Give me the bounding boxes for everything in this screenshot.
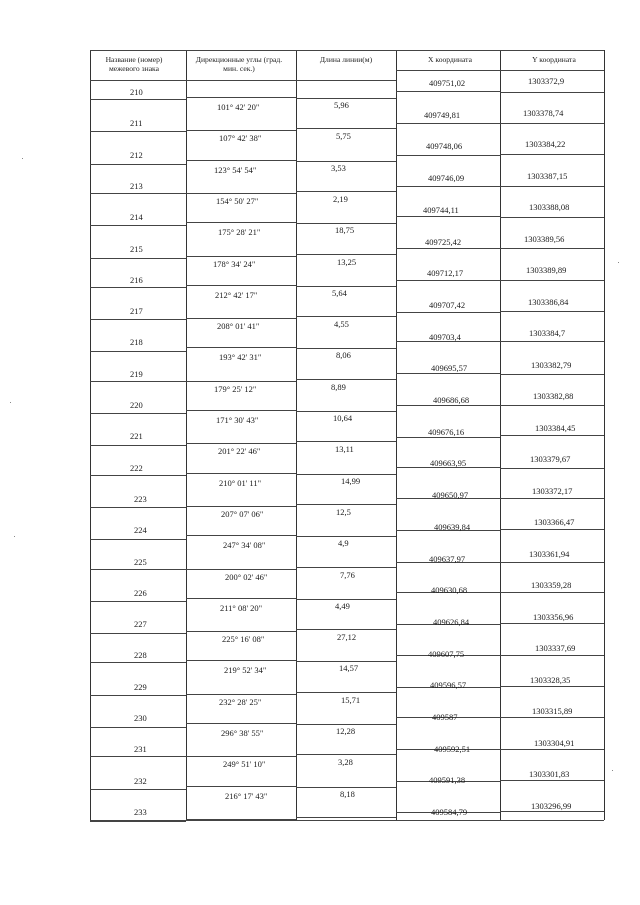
point-name: 225 — [134, 556, 147, 567]
segment-length: 8,89 — [331, 381, 346, 392]
point-name: 213 — [130, 180, 143, 191]
point-y-coordinate: 1303382,79 — [531, 359, 572, 370]
segment-length: 18,75 — [335, 225, 355, 236]
point-x-coordinate: 409748,06 — [426, 141, 463, 152]
table-horizontal-rule — [90, 193, 186, 194]
point-y-coordinate: 1303384,7 — [529, 328, 566, 338]
segment-angle: 107° 42' 38" — [219, 133, 262, 144]
table-horizontal-rule — [296, 474, 396, 475]
point-name: 231 — [134, 744, 147, 755]
table-horizontal-rule — [296, 692, 396, 693]
table-vertical-rule — [604, 50, 605, 820]
segment-angle: 179° 25' 12" — [214, 383, 257, 394]
segment-angle: 249° 51' 10" — [223, 759, 266, 770]
segment-length: 4,9 — [338, 538, 349, 549]
table-horizontal-rule — [186, 506, 296, 507]
table-horizontal-rule — [296, 411, 396, 412]
point-y-coordinate: 1303389,89 — [526, 265, 567, 275]
table-vertical-rule — [186, 50, 187, 820]
table-horizontal-rule — [186, 723, 296, 724]
segment-angle: 211° 08' 20" — [220, 602, 263, 613]
segment-angle: 219° 52' 34" — [224, 665, 267, 676]
point-name: 230 — [134, 713, 147, 723]
point-x-coordinate: 409584,79 — [431, 807, 468, 818]
table-vertical-rule — [296, 50, 297, 820]
table-horizontal-rule — [296, 161, 396, 162]
segment-length: 12,28 — [336, 726, 356, 736]
table-horizontal-rule — [186, 130, 296, 131]
segment-angle: 193° 42' 31" — [219, 352, 262, 363]
table-horizontal-rule — [296, 191, 396, 192]
segment-length: 15,71 — [341, 694, 361, 705]
table-horizontal-rule — [500, 623, 604, 624]
point-name: 223 — [134, 493, 147, 504]
table-horizontal-rule — [396, 373, 500, 374]
point-name: 214 — [130, 212, 143, 223]
table-horizontal-rule — [296, 567, 396, 568]
table-horizontal-rule — [90, 351, 186, 352]
point-y-coordinate: 1303386,84 — [528, 296, 569, 307]
point-y-coordinate: 1303382,88 — [533, 391, 574, 401]
table-horizontal-rule — [396, 70, 604, 71]
table-horizontal-rule — [500, 655, 604, 656]
table-horizontal-rule — [296, 254, 396, 255]
segment-angle: 200° 02' 46" — [225, 571, 268, 582]
scan-speck — [22, 158, 23, 159]
segment-length: 3,28 — [338, 757, 353, 768]
table-horizontal-rule — [500, 123, 604, 124]
table-horizontal-rule — [500, 341, 604, 342]
point-y-coordinate: 1303378,74 — [523, 107, 564, 118]
segment-angle: 201° 22' 46" — [218, 446, 261, 457]
table-horizontal-rule — [500, 717, 604, 718]
point-x-coordinate: 409712,17 — [427, 268, 464, 279]
table-horizontal-rule — [396, 248, 500, 249]
table-horizontal-rule — [186, 443, 296, 444]
segment-length: 27,12 — [337, 632, 357, 643]
segment-length: 2,19 — [333, 193, 348, 204]
table-horizontal-rule — [186, 786, 296, 787]
table-horizontal-rule — [90, 821, 186, 822]
point-x-coordinate: 409630,68 — [431, 585, 468, 596]
point-name: 224 — [134, 525, 147, 536]
table-horizontal-rule — [396, 186, 500, 187]
scan-speck — [14, 536, 15, 537]
point-x-coordinate: 409607,75 — [428, 648, 465, 659]
segment-angle: 123° 54' 54" — [214, 164, 257, 175]
table-horizontal-rule — [500, 686, 604, 687]
table-horizontal-rule — [500, 435, 604, 436]
point-y-coordinate: 1303387,15 — [527, 170, 568, 181]
table-horizontal-rule — [90, 80, 396, 81]
header-x: X координата — [428, 55, 472, 64]
point-name: 215 — [130, 243, 143, 254]
point-x-coordinate: 409749,81 — [424, 109, 461, 120]
point-x-coordinate: 409744,11 — [423, 204, 459, 215]
segment-length: 13,11 — [335, 444, 354, 455]
segment-angle: 207° 07' 06" — [221, 508, 264, 519]
table-horizontal-rule — [296, 817, 396, 818]
table-horizontal-rule — [186, 256, 296, 257]
table-horizontal-rule — [500, 592, 604, 593]
table-horizontal-rule — [90, 601, 186, 602]
point-y-coordinate: 1303304,91 — [534, 737, 575, 748]
segment-length: 4,49 — [335, 600, 350, 611]
point-name: 220 — [130, 400, 143, 410]
point-name: 217 — [130, 306, 143, 317]
table-horizontal-rule — [90, 50, 604, 51]
table-vertical-rule — [90, 50, 91, 820]
table-horizontal-rule — [186, 756, 296, 757]
segment-angle: 175° 28' 21" — [218, 227, 261, 238]
table-horizontal-rule — [90, 569, 186, 570]
table-horizontal-rule — [90, 164, 186, 165]
header-angle: Дирекционные углы (град. мин. сек.) — [195, 55, 283, 73]
point-y-coordinate: 1303388,08 — [529, 202, 570, 212]
point-name: 229 — [134, 681, 147, 692]
point-x-coordinate: 409592,51 — [434, 743, 471, 754]
table-horizontal-rule — [500, 562, 604, 563]
point-x-coordinate: 409695,57 — [431, 363, 468, 374]
segment-length: 4,55 — [334, 319, 349, 330]
point-y-coordinate: 1303379,67 — [530, 454, 571, 464]
segment-length: 14,99 — [341, 475, 361, 486]
table-horizontal-rule — [296, 661, 396, 662]
table-horizontal-rule — [90, 727, 186, 728]
segment-length: 7,76 — [340, 569, 355, 580]
point-y-coordinate: 1303366,47 — [534, 517, 575, 527]
table-horizontal-rule — [296, 441, 396, 442]
segment-angle: 212° 42' 17" — [215, 289, 258, 300]
table-horizontal-rule — [186, 694, 296, 695]
point-name: 210 — [130, 87, 143, 97]
table-horizontal-rule — [500, 498, 604, 499]
point-name: 216 — [130, 274, 143, 285]
header-name: Название (номер) межевого знака — [105, 55, 163, 73]
table-horizontal-rule — [396, 155, 500, 156]
point-name: 212 — [130, 149, 143, 160]
header-length: Длина линии(м) — [319, 55, 373, 64]
table-horizontal-rule — [90, 287, 186, 288]
table-horizontal-rule — [396, 405, 500, 406]
table-horizontal-rule — [296, 599, 396, 600]
table-horizontal-rule — [186, 410, 296, 411]
table-horizontal-rule — [90, 131, 186, 132]
table-horizontal-rule — [186, 285, 296, 286]
point-name: 233 — [134, 806, 147, 817]
point-y-coordinate: 1303356,96 — [533, 611, 574, 622]
table-horizontal-rule — [90, 319, 186, 320]
point-x-coordinate: 409639,84 — [434, 521, 471, 532]
table-horizontal-rule — [90, 633, 186, 634]
table-horizontal-rule — [90, 756, 186, 757]
table-horizontal-rule — [186, 318, 296, 319]
point-name: 228 — [134, 650, 147, 661]
segment-length: 12,5 — [336, 506, 351, 517]
segment-length: 3,53 — [331, 162, 346, 173]
scan-speck — [612, 770, 613, 771]
table-horizontal-rule — [500, 92, 604, 93]
segment-angle: 154° 50' 27" — [216, 195, 259, 206]
table-horizontal-rule — [296, 787, 396, 788]
segment-angle: 101° 42' 20" — [217, 102, 260, 112]
table-horizontal-rule — [186, 222, 296, 223]
table-horizontal-rule — [186, 598, 296, 599]
table-horizontal-rule — [186, 97, 296, 98]
point-x-coordinate: 409587 — [432, 712, 458, 722]
table-horizontal-rule — [186, 569, 296, 570]
point-x-coordinate: 409626,84 — [433, 616, 470, 627]
point-y-coordinate: 1303389,56 — [524, 233, 565, 244]
scan-speck — [618, 262, 619, 263]
table-horizontal-rule — [90, 539, 186, 540]
point-name: 226 — [134, 587, 147, 598]
segment-length: 14,57 — [339, 663, 359, 674]
table-horizontal-rule — [500, 780, 604, 781]
point-name: 221 — [130, 431, 143, 442]
point-name: 232 — [134, 775, 147, 786]
table-horizontal-rule — [296, 98, 396, 99]
table-horizontal-rule — [90, 413, 186, 414]
point-y-coordinate: 1303372,17 — [532, 485, 573, 496]
segment-length: 5,64 — [332, 287, 347, 298]
point-x-coordinate: 409637,97 — [429, 553, 466, 564]
table-horizontal-rule — [90, 789, 186, 790]
point-x-coordinate: 409663,95 — [430, 458, 467, 469]
table-horizontal-rule — [186, 473, 296, 474]
point-name: 218 — [130, 337, 143, 348]
table-horizontal-rule — [186, 381, 296, 382]
table-horizontal-rule — [90, 662, 186, 663]
table-horizontal-rule — [296, 286, 396, 287]
table-horizontal-rule — [500, 280, 604, 281]
table-horizontal-rule — [296, 348, 396, 349]
segment-angle: 210° 01' 11" — [219, 477, 262, 488]
segment-angle: 232° 28' 25" — [219, 696, 262, 707]
table-horizontal-rule — [500, 405, 604, 406]
segment-angle: 296° 38' 55" — [221, 728, 264, 738]
point-name: 211 — [130, 118, 143, 129]
point-y-coordinate: 1303372,9 — [528, 76, 565, 86]
segment-length: 10,64 — [333, 413, 353, 423]
table-horizontal-rule — [90, 258, 186, 259]
point-y-coordinate: 1303328,35 — [530, 674, 571, 685]
table-horizontal-rule — [90, 445, 186, 446]
table-horizontal-rule — [500, 217, 604, 218]
point-x-coordinate: 409707,42 — [429, 299, 466, 310]
table-horizontal-rule — [500, 468, 604, 469]
segment-angle: 178° 34' 24" — [213, 258, 256, 269]
scan-speck — [10, 402, 11, 403]
header-y: Y координата — [532, 55, 576, 64]
table-horizontal-rule — [500, 529, 604, 530]
table-horizontal-rule — [90, 695, 186, 696]
point-y-coordinate: 1303301,83 — [529, 769, 570, 779]
table-horizontal-rule — [90, 225, 186, 226]
point-y-coordinate: 1303384,45 — [535, 422, 576, 433]
point-x-coordinate: 409650,97 — [432, 490, 469, 501]
table-horizontal-rule — [90, 820, 604, 821]
segment-angle: 171° 30' 43" — [216, 415, 259, 425]
point-y-coordinate: 1303384,22 — [525, 139, 566, 149]
table-horizontal-rule — [186, 660, 296, 661]
table-vertical-rule — [396, 50, 397, 820]
table-horizontal-rule — [296, 724, 396, 725]
point-name: 219 — [130, 368, 143, 379]
point-x-coordinate: 409596,57 — [430, 680, 467, 691]
table-horizontal-rule — [396, 280, 500, 281]
point-y-coordinate: 1303359,28 — [531, 580, 572, 590]
table-horizontal-rule — [396, 312, 500, 313]
table-horizontal-rule — [500, 311, 604, 312]
point-y-coordinate: 1303361,94 — [529, 548, 570, 559]
table-horizontal-rule — [396, 123, 500, 124]
segment-length: 8,18 — [340, 788, 355, 799]
table-horizontal-rule — [90, 475, 186, 476]
point-x-coordinate: 409591,38 — [429, 775, 466, 786]
table-horizontal-rule — [396, 216, 500, 217]
point-y-coordinate: 1303315,89 — [532, 706, 573, 716]
point-x-coordinate: 409746,09 — [428, 173, 465, 184]
table-horizontal-rule — [90, 507, 186, 508]
segment-angle: 225° 16' 08" — [222, 634, 265, 645]
table-horizontal-rule — [296, 223, 396, 224]
table-horizontal-rule — [396, 437, 500, 438]
table-horizontal-rule — [296, 379, 396, 380]
segment-length: 5,75 — [336, 131, 351, 142]
point-x-coordinate: 409725,42 — [425, 236, 462, 247]
table-horizontal-rule — [296, 504, 396, 505]
point-x-coordinate: 409686,68 — [433, 395, 470, 405]
table-horizontal-rule — [90, 381, 186, 382]
segment-length: 5,96 — [334, 100, 349, 110]
segment-length: 13,25 — [337, 256, 357, 267]
point-name: 227 — [134, 619, 147, 630]
table-horizontal-rule — [296, 128, 396, 129]
point-y-coordinate: 1303296,99 — [531, 800, 572, 811]
segment-angle: 216° 17' 43" — [225, 790, 268, 801]
table-horizontal-rule — [186, 193, 296, 194]
table-horizontal-rule — [500, 154, 604, 155]
segment-angle: 247° 34' 08" — [223, 540, 266, 551]
table-horizontal-rule — [186, 631, 296, 632]
point-x-coordinate: 409703,4 — [429, 331, 461, 342]
segment-angle: 208° 01' 41" — [217, 321, 260, 332]
point-y-coordinate: 1303337,69 — [535, 643, 576, 653]
table-horizontal-rule — [186, 535, 296, 536]
table-horizontal-rule — [186, 347, 296, 348]
point-x-coordinate: 409751,02 — [429, 78, 466, 88]
table-horizontal-rule — [500, 749, 604, 750]
table-horizontal-rule — [296, 754, 396, 755]
table-horizontal-rule — [186, 160, 296, 161]
table-horizontal-rule — [500, 186, 604, 187]
table-horizontal-rule — [500, 248, 604, 249]
table-horizontal-rule — [500, 811, 604, 812]
table-horizontal-rule — [90, 99, 186, 100]
table-horizontal-rule — [296, 629, 396, 630]
point-x-coordinate: 409676,16 — [428, 426, 465, 437]
table-horizontal-rule — [500, 374, 604, 375]
point-name: 222 — [130, 462, 143, 473]
table-horizontal-rule — [396, 91, 500, 92]
table-horizontal-rule — [296, 316, 396, 317]
table-horizontal-rule — [296, 536, 396, 537]
segment-length: 8,06 — [336, 350, 351, 361]
